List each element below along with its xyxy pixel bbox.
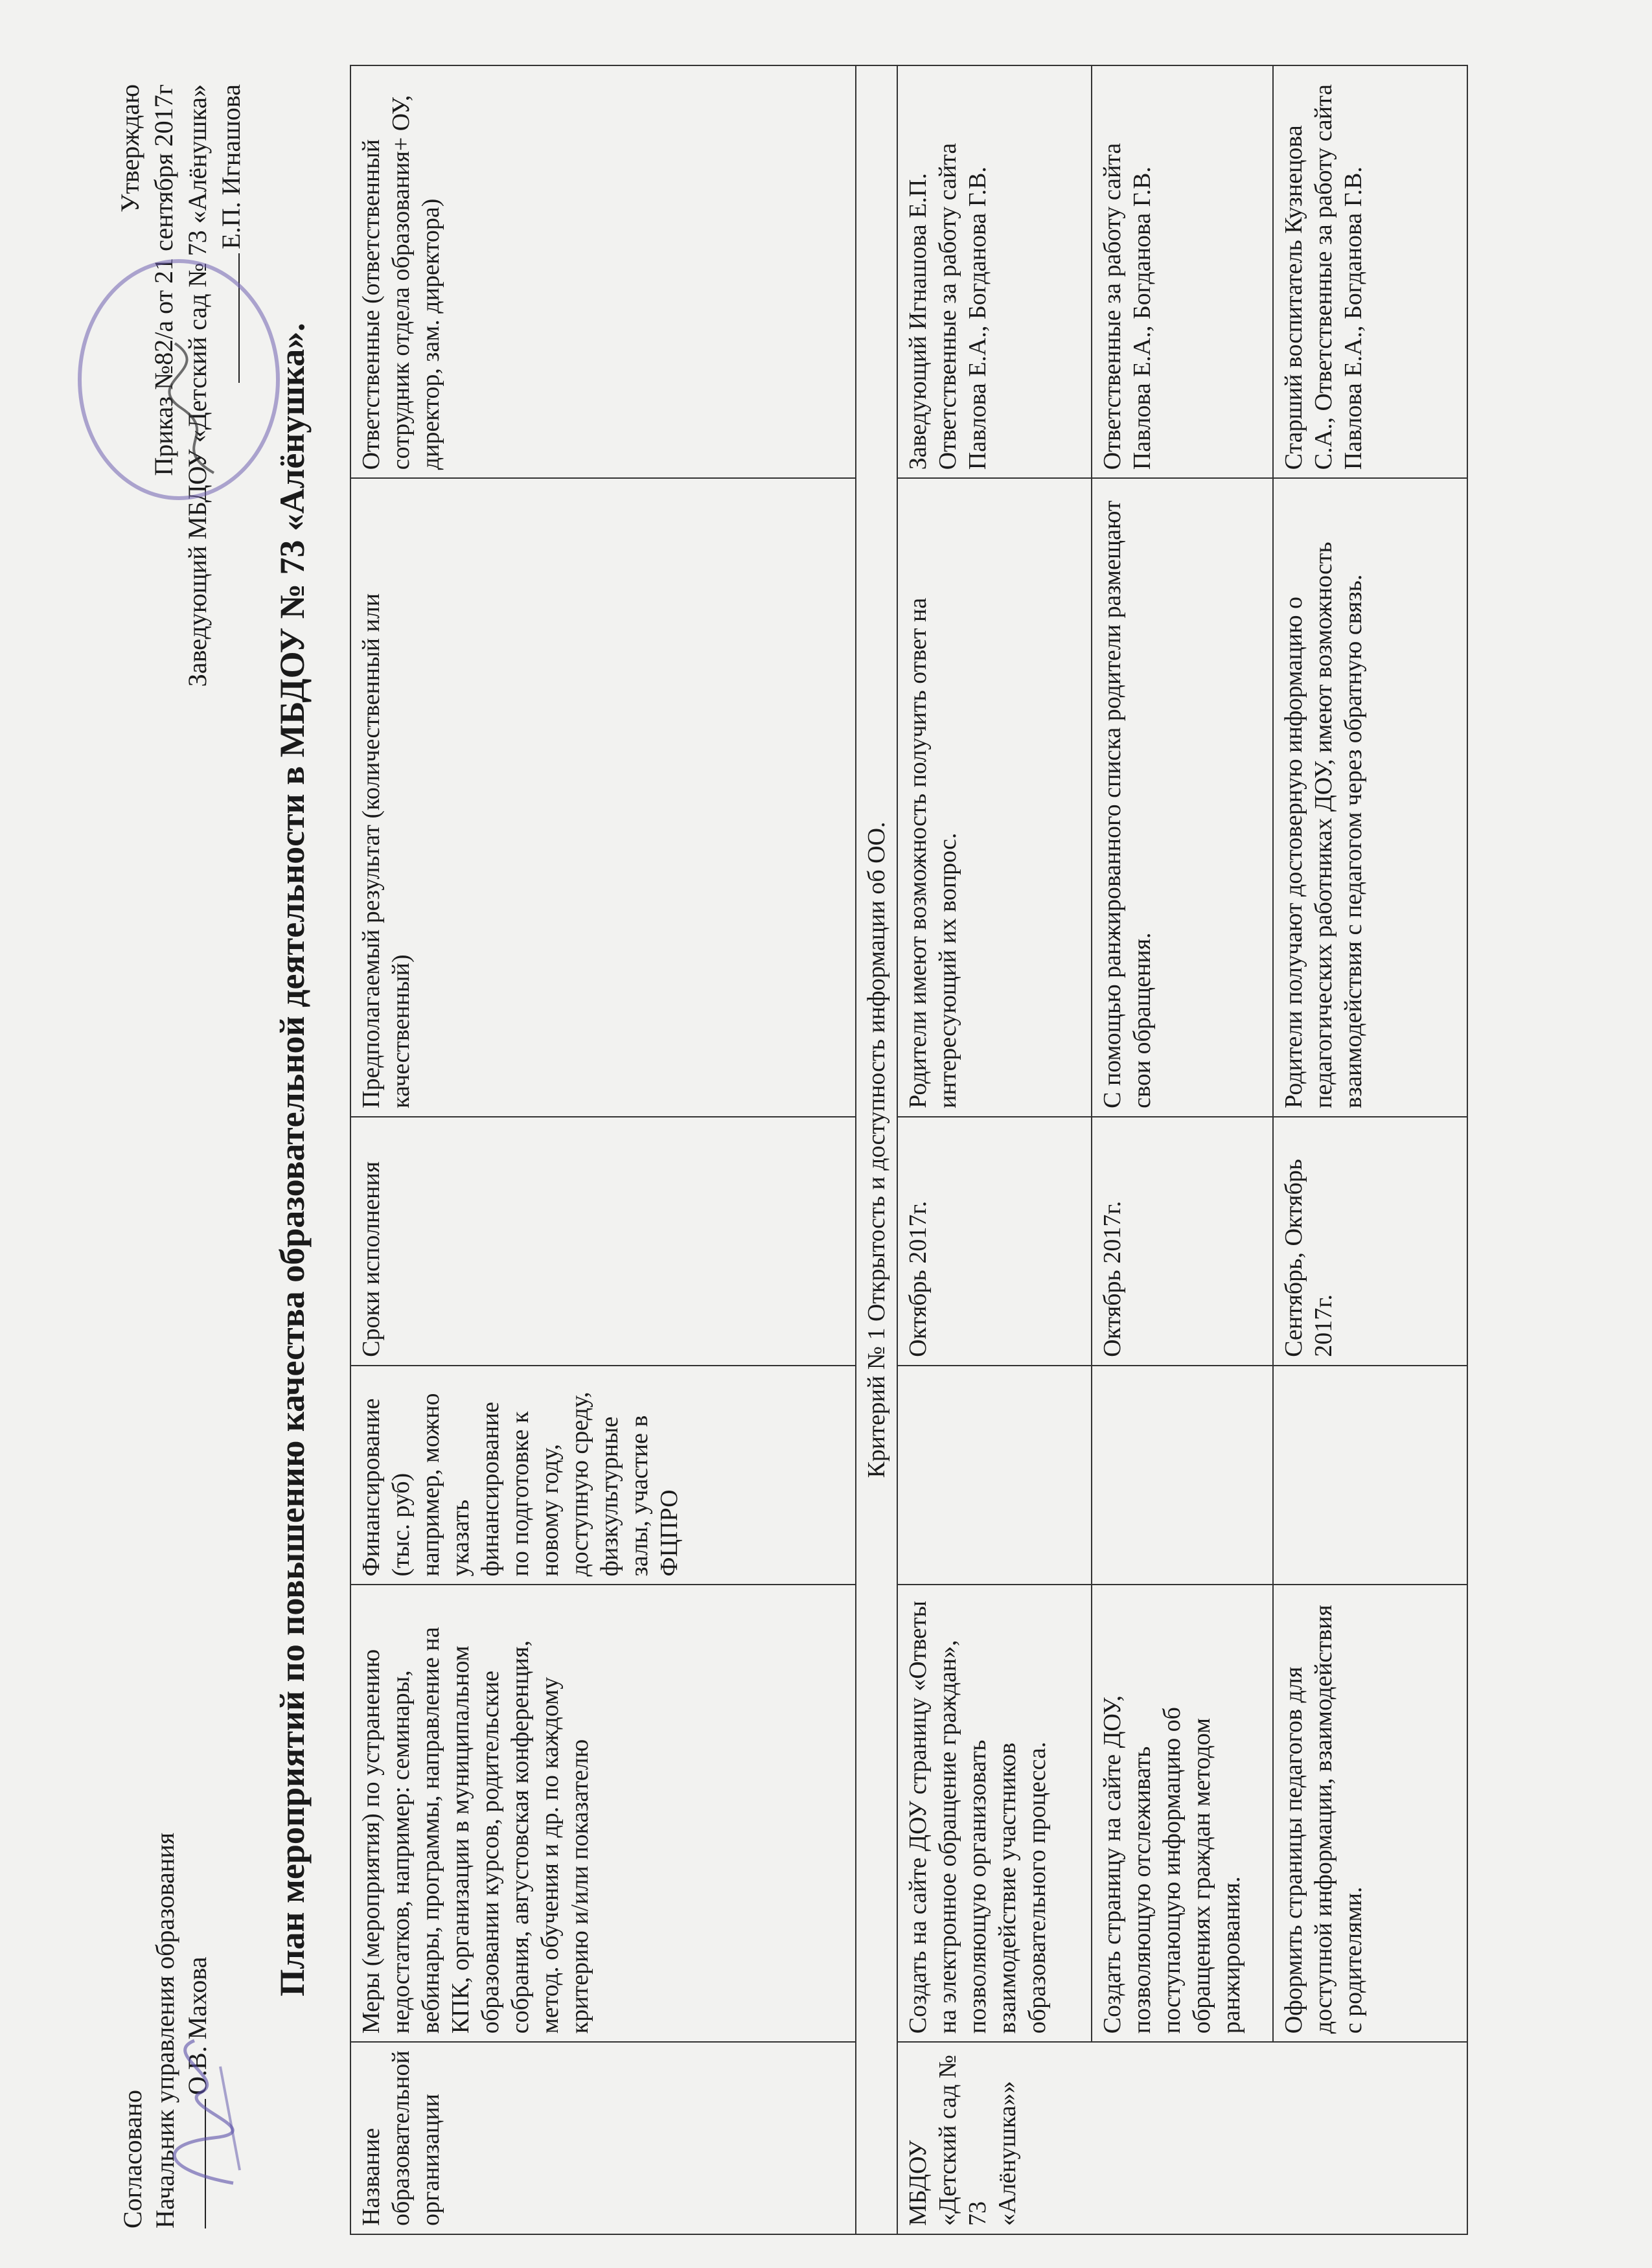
result-cell: Родители получают достоверную информацию о педагогических работниках ДОУ, имеют возможность взаимодействия с педагогом через обратную связь. [1273, 478, 1467, 1117]
funding-cell [1092, 1366, 1273, 1585]
approved-order: Приказ №82/а от 21 сентября 2017г [149, 84, 178, 476]
table-row [1092, 65, 1273, 2234]
deadline-cell: Октябрь 2017г. [1092, 1117, 1273, 1366]
header-measures: Меры (мероприятия) по устранению недостатков, например: семинары, вебинары, программы, направление на КПК, организации в муниципальном образовании курсов, родительские собрания, августовская конференция, метод. обучения и др. по каждому критерию и/или показателю [350, 1585, 856, 2042]
responsible-cell: Старший воспитатель Кузнецова С.А., Ответственные за работу сайта Павлова Е.А., Богданова Г.В. [1273, 65, 1467, 478]
table-header-row [350, 65, 856, 2234]
responsible-cell: Ответственные за работу сайта Павлова Е.А., Богданова Г.В. [1092, 65, 1273, 478]
header-result: Предполагаемый результат (количественный или качественный) [350, 478, 856, 1117]
document-title: План мероприятий по повышению качества образовательной деятельности в МБДОУ № 73 «Алёнушка». [273, 323, 312, 1997]
responsible-cell: Заведующий Игнашова Е.П. Ответственные за работу сайта Павлова Е.А., Богданова Г.В. [897, 65, 1092, 478]
agreed-position: Начальник управления образования [150, 1832, 179, 2228]
approved-position: Заведующий МБДОУ «Детский сад № 73 «Алёнушка» [183, 84, 212, 687]
result-cell: С помощью ранжированного списка родители размещают свои обращения. [1092, 478, 1273, 1117]
header-deadline: Сроки исполнения [350, 1117, 856, 1366]
plan-table [350, 65, 1468, 2235]
table-row [1273, 65, 1467, 2234]
approved-signer: Е.П. Игнашова [216, 84, 246, 249]
funding-cell [897, 1366, 1092, 1585]
funding-cell [1273, 1366, 1467, 1585]
rotated-document [78, 65, 1594, 2254]
header-org: Название образовательной организации [350, 2042, 856, 2234]
header-funding: Финансирование (тыс. руб) например, можно указать финансирование по подготовке к новому году, доступную среду, физкультурные залы, участие в ФЦПРО [350, 1366, 856, 1585]
deadline-cell: Сентябрь, Октябрь 2017г. [1273, 1117, 1467, 1366]
header-responsible: Ответственные (ответственный сотрудник отдела образования+ ОУ, директор, зам. директора) [350, 65, 856, 478]
approved-label: Утверждаю [115, 84, 144, 212]
criterion-title: Критерий № 1 Открытость и доступность информации об ОО. [856, 65, 897, 2234]
measure-cell: Создать страницу на сайте ДОУ, позволяющую отслеживать поступающую информацию об обращениях граждан методом ранжирования. [1092, 1585, 1273, 2042]
signature-left [136, 2028, 253, 2196]
result-cell: Родители имеют возможность получить ответ на интересующий их вопрос. [897, 478, 1092, 1117]
measure-cell: Создать на сайте ДОУ страницу «Ответы на электронное обращение граждан», позволяющую организовать взаимодействие участников образовательного процесса. [897, 1585, 1092, 2042]
criterion-row [856, 65, 897, 2234]
signature-right [155, 337, 233, 479]
table-row [897, 65, 1092, 2234]
org-name-cell: МБДОУ «Детский сад № 73 «Алёнушка»» [897, 2042, 1467, 2234]
measure-cell: Оформить страницы педагогов для доступной информации, взаимодействия с родителями. [1273, 1585, 1467, 2042]
agreed-signer: О.В. Махова [183, 1956, 212, 2095]
deadline-cell: Октябрь 2017г. [897, 1117, 1092, 1366]
agreed-label: Согласовано [118, 2089, 147, 2228]
